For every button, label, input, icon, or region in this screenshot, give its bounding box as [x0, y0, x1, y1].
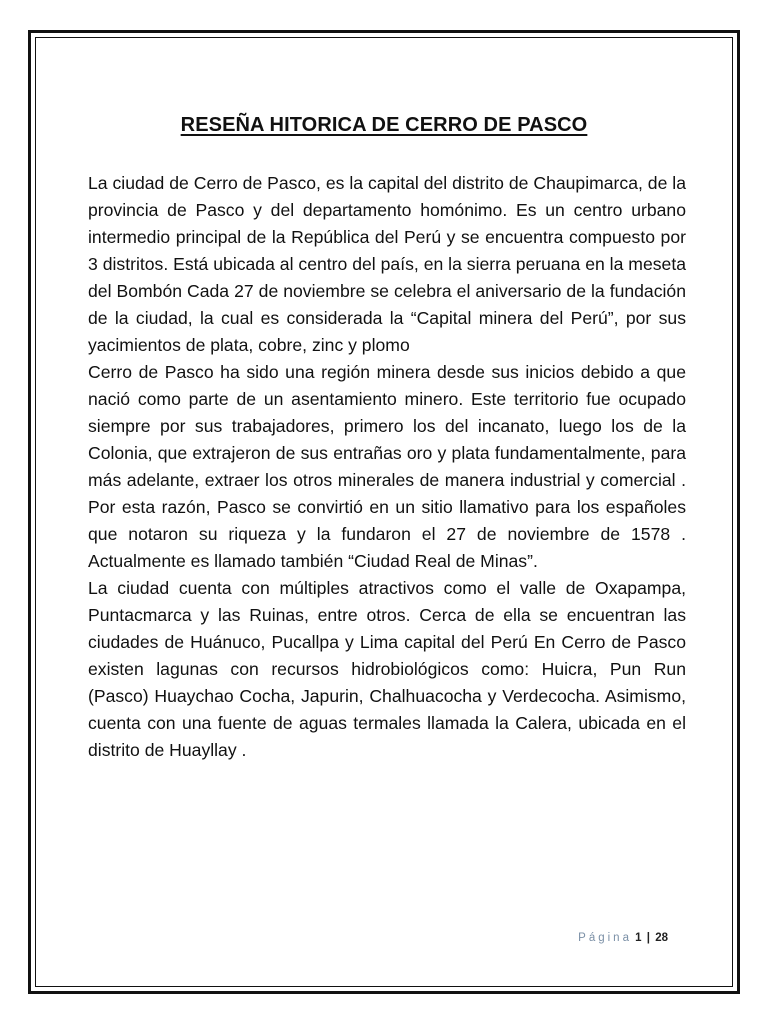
document-body	[88, 170, 686, 764]
paragraph-3: La ciudad cuenta con múltiples atractivos como el valle de Oxapampa, Puntacmarca y las Ruinas, entre otros. Cerca de ella se encuentran las ciudades de Huánuco, Pucallpa y Lima capital del Perú En Cerro de Pasco existen lagunas con recursos hidrobiológicos como: Huicra, Pun Run (Pasco) Huaychao Cocha, Japurin, Chalhuacocha y Verdecocha. Asimismo, cuenta con una fuente de aguas termales llamada la Calera, ubicada en el distrito de Huayllay .	[88, 578, 686, 760]
page-label: Página	[578, 932, 632, 944]
paragraph-2: Cerro de Pasco ha sido una región minera desde sus inicios debido a que nació como parte de un asentamiento minero. Este territorio fue ocupado siempre por sus trabajadores, primero los del incanato, luego los de la Colonia, que extrajeron de sus entrañas oro y plata fundamentalmente, para más adelante, extraer los otros minerales de manera industrial y comercial . Por esta razón, Pasco se convirtió en un sitio llamativo para los españoles que notaron su riqueza y la fundaron el 27 de noviembre de 1578 . Actualmente es llamado también “Ciudad Real de Minas”.	[88, 362, 686, 571]
current-page-number: 1	[635, 932, 642, 944]
document-title: RESEÑA HITORICA DE CERRO DE PASCO	[180, 114, 588, 136]
page-separator: |	[646, 932, 650, 944]
total-pages-number: 28	[655, 932, 668, 944]
page-footer	[578, 932, 668, 944]
paragraph-1: La ciudad de Cerro de Pasco, es la capital del distrito de Chaupimarca, de la provincia de Pasco y del departamento homónimo. Es un centro urbano intermedio principal de la República del Perú y se encuentra compuesto por 3 distritos. Está ubicada al centro del país, en la sierra peruana en la meseta del Bombón Cada 27 de noviembre se celebra el aniversario de la fundación de la ciudad, la cual es considerada la “Capital minera del Perú”, por sus yacimientos de plata, cobre, zinc y plomo	[88, 173, 686, 355]
